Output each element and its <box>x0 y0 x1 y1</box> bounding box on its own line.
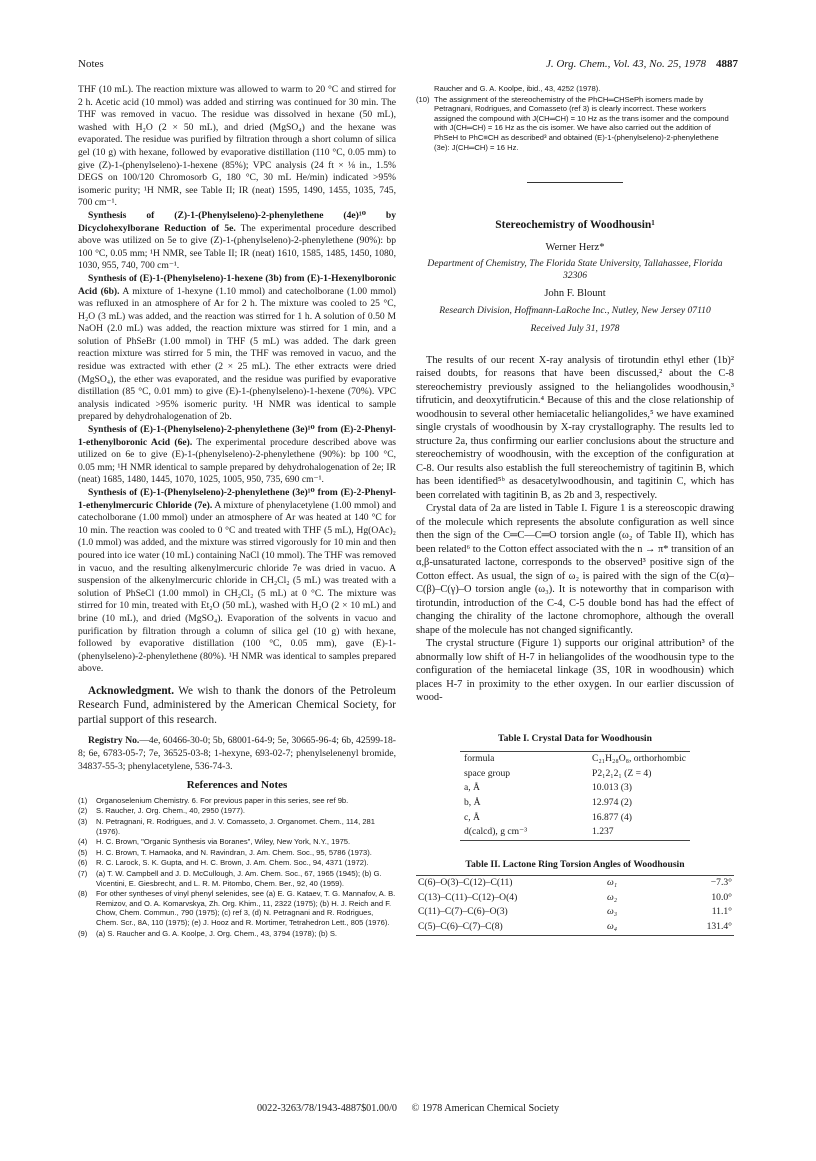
reference-number: (10) <box>416 94 430 104</box>
table-cell-symbol: ω₃ <box>606 906 618 918</box>
reference-item <box>78 889 396 927</box>
page-footer <box>0 1103 816 1114</box>
left-column <box>78 84 396 939</box>
issn-code: 0022-3263/78/1943-4887$01.00/0 <box>256 1103 398 1114</box>
registry-heading: Registry No. <box>88 735 140 747</box>
reference-item <box>78 837 396 847</box>
table-cell-symbol: ω₄ <box>606 921 618 933</box>
reference-number: (6) <box>78 858 88 868</box>
table-cell-label: a, Å <box>464 782 480 794</box>
reference-item <box>416 84 734 94</box>
table-row <box>460 767 690 782</box>
table-1-title: Table I. Crystal Data for Woodhousin <box>498 732 652 744</box>
reference-number: (8) <box>78 889 88 899</box>
references-list-continued <box>416 84 734 152</box>
table-cell-label: b, Å <box>464 796 481 808</box>
table-cell-value: P2₁2₁2₁ (Z = 4) <box>592 767 652 779</box>
reference-text: Raucher and G. A. Koolpe, ibid., 43, 4252 (1978). <box>434 84 601 93</box>
running-header <box>78 58 738 74</box>
table-row <box>416 905 734 920</box>
table-cell-symbol: ω₁ <box>606 877 618 889</box>
table-cell-value: 1.237 <box>592 826 614 838</box>
table-cell-value: C₂₁H₂₈O₈, orthorhombic <box>592 753 686 765</box>
acknowledgment-heading: Acknowledgment. <box>88 684 175 697</box>
table-row <box>460 781 690 796</box>
reference-text: (a) S. Raucher and G. A. Koolpe, J. Org. Chem., 43, 3794 (1978); (b) S. <box>96 928 338 938</box>
reference-number: (5) <box>78 847 88 857</box>
table-row <box>460 752 690 767</box>
author-affiliation: Research Division, Hoffmann-LaRoche Inc., Nutley, New Jersey 07110 <box>439 304 711 316</box>
table-cell-value: 10.013 (3) <box>592 782 632 794</box>
procedure-heading: Synthesis of (E)-1-(Phenylseleno)-1-hexene (3b) from (E)-1-Hexenylboronic Acid (6b). <box>78 272 396 297</box>
body-paragraph: The crystal structure (Figure 1) supports our original attribution³ of the abnormally low shift of H-7 in heliangolides of the woodhousin type to the configuration of the hemiacetal linkage (3S, 10R in woodhousin) which places H-7 in proximity to the ether oxygen. In our earlier discussion of wood- <box>416 638 734 704</box>
table-cell-atoms: C(11)–C(7)–C(6)–O(3) <box>418 906 508 918</box>
author-affiliation: Department of Chemistry, The Florida State University, Tallahassee, Florida 32306 <box>427 258 723 282</box>
reference-number: (3) <box>78 816 88 826</box>
table-cell-angle: 131.4° <box>706 921 732 933</box>
article-title: Stereochemistry of Woodhousin¹ <box>495 219 655 232</box>
experimental-paragraph <box>78 273 396 424</box>
reference-item <box>78 796 396 806</box>
table-cell-label: c, Å <box>464 811 480 823</box>
table-cell-label: formula <box>464 753 495 765</box>
experimental-paragraph <box>78 487 396 676</box>
right-column <box>416 84 734 936</box>
reference-text: For other syntheses of vinyl phenyl selenides, see (a) E. G. Kataev, T. G. Mannafov, A. B. Remizov, and O. A. Komarvskya, Zh. Org. Khim., 11, 2322 (1975); (b) H. J. Reich and F. Chow, Chem. Commun., 790 (1975); (c) ref 3, (d) N. Petragnani and R. Rodrigues, Chem. Scr., 8A, 110 (1975); (e) J. Hooz and R. Mortimer, Tetrahedron Lett., 805 (1976). <box>96 889 396 927</box>
table-cell-atoms: C(6)–O(3)–C(12)–C(11) <box>418 877 513 889</box>
reference-number: (1) <box>78 795 88 805</box>
reference-item <box>78 929 396 939</box>
procedure-text: The experimental procedure described above was utilized on 6e to give (E)-1-(phenylseleno)-2-phenylethene (90%): bp 100 °C, 0.05 mm; ¹H NMR identical to sample prepared by dehydrohalogenation of 2e; IR (neat) 1685, 1480, 1445, 1070, 1025, 1005, 950, 735, 690 cm⁻¹. <box>78 436 396 486</box>
torsion-angles-table <box>416 875 734 935</box>
author-name: Werner Herz* <box>545 241 605 253</box>
body-paragraph: The results of our recent X-ray analysis of tirotundin ethyl ether (1b)² raised doubts, for reasons that have been discussed,² about the C-8 stereochemistry previously assigned to the heliangolides woodhousin,³ tifruticin, and deoxytifruticin.⁴ Because of this and the close relationship of woodhousin to several other hemiacetalic heliangolides,⁵ we have examined single crystals of woodhousin by X-ray crystallography. The results led to structure 2a, thus confirming our earlier conclusions about the structure and stereochemistry of woodhousin, with the exception of the configuration at C-8. Our results also establish the full stereochemistry of tagitinin B, which has been identified⁵ᵇ as desacetylwoodhousin, and tagitinin C, which has been correlated with tagitinin B, as 2b and 3, respectively. <box>416 354 734 501</box>
procedure-heading: Synthesis of (E)-1-(Phenylseleno)-2-phenylethene (3e)¹⁰ from (E)-2-Phenyl-1-ethenylboronic Acid (6e). <box>78 424 396 448</box>
table-row <box>416 891 734 906</box>
reference-text: The assignment of the stereochemistry of the PhCH═CHSePh isomers made by Petragnani, Rodrigues, and Comasseto (ref 3) is clearly incorrect. These workers assigned the compound with J(CH═CH) = 10 Hz as the trans isomer and the compound with J(CH═CH) = 16 Hz as the cis isomer. We have also carried out the addition of PhSeH to PhC≡CH as described³ and obtained (E)-1-(phenylseleno)-2-phenylethene (3e): J(CH═CH) = 16 Hz. <box>434 94 729 152</box>
page-number: 4887 <box>716 58 738 70</box>
table-cell-value: 12.974 (2) <box>592 796 632 808</box>
table-cell-atoms: C(5)–C(6)–C(7)–C(8) <box>418 921 503 933</box>
acknowledgment-text: We wish to thank the donors of the Petroleum Research Fund, administered by the American Chemical Society, for partial support of this research. <box>78 684 396 726</box>
table-cell-label: d(calcd), g cm⁻³ <box>464 826 528 838</box>
received-date: Received July 31, 1978 <box>530 322 620 334</box>
crystal-data-table <box>460 751 690 841</box>
copyright-notice: © 1978 American Chemical Society <box>411 1103 560 1114</box>
reference-text: Organoselenium Chemistry. 6. For previous paper in this series, see ref 9b. <box>96 795 349 805</box>
reference-text: R. C. Larock, S. K. Gupta, and H. C. Brown, J. Am. Chem. Soc., 94, 4371 (1972). <box>96 858 369 868</box>
table-row <box>416 920 734 935</box>
references-list <box>78 796 396 938</box>
table-row <box>460 825 690 840</box>
table-cell-value: 16.877 (4) <box>592 811 632 823</box>
table-row <box>416 876 734 891</box>
table-cell-label: space group <box>464 767 511 779</box>
reference-number: (4) <box>78 837 88 847</box>
procedure-heading: Synthesis of (E)-1-(Phenylseleno)-2-phenylethene (3e)¹⁰ from (E)-2-Phenyl-1-ethenylmercuric Chloride (7e). <box>78 487 396 511</box>
reference-text: (a) T. W. Campbell and J. D. McCullough, J. Am. Chem. Soc., 67, 1965 (1945); (b) G. Vicentini, E. Giesbrecht, and L. R. M. Pitombo, Chem. Ber., 92, 40 (1959). <box>96 868 382 888</box>
reference-text: N. Petragnani, R. Rodrigues, and J. V. Comasseto, J. Organomet. Chem., 114, 281 (1976). <box>96 816 376 836</box>
reference-item <box>78 848 396 858</box>
reference-item <box>78 858 396 868</box>
journal-citation <box>546 58 738 70</box>
procedure-text: A mixture of 1-hexyne (1.10 mmol) and catecholborane (1.00 mmol) was refluxed in an atmosphere of Ar for 2 h. The mixture was cooled to 25 °C, H₂O (3 mL) was added, and the reaction was stirred for 1 h. A solution of 0.50 M NaOH (2.0 mL) was added, the reaction mixture was stirred for 1 min, and a solution of PhSeBr (1.00 mmol) in THF (5 mL) was added. The dark green reaction mixture was stirred for 5 min, the THF was removed in vacuo, and the residue was extracted with ether (2 × 25 mL). The ether extracts were dried (MgSO₄), the ether was evaporated, and the residue was purified by evaporative distillation (85 °C, 0.01 mm) to give (E)-1-(phenylseleno)-1-hexene (70%). VPC analysis indicated >95% isomeric purity. ¹H NMR was identical to sample prepared by dehydrohalogenation of 2b. <box>78 285 396 423</box>
registry-numbers <box>78 735 396 773</box>
table-row <box>460 796 690 811</box>
body-paragraph: Crystal data of 2a are listed in Table I. Figure 1 is a stereoscopic drawing of the molecule which represents the absolute configuration as well since then the sign of the C═C—C═O torsion angle (ω₂ of Table II), which has been related⁶ to the Cotton effect associated with the n → π* transition of an α,β-unsaturated lactone, corresponds to the observed³ positive sign of the Cotton effect. As usual, the sign of ω₂ is paired with the sign of the C(α)–C(β)–C(γ)–O torsion angle (ω₃). It is noteworthy that in comparison with tirotundin, introduction of the C-4, C-5 double bond has had the effect of changing the chirality of the lactone chromophore, although the overall shape of the molecule has not changed significantly. <box>416 503 734 636</box>
experimental-paragraph <box>78 210 396 273</box>
reference-item <box>416 95 734 153</box>
reference-number: (2) <box>78 806 88 816</box>
reference-item <box>78 817 396 836</box>
reference-text: H. C. Brown, T. Hamaoka, and N. Ravindran, J. Am. Chem. Soc., 95, 5786 (1973). <box>96 847 372 857</box>
reference-number: (7) <box>78 868 88 878</box>
procedure-text: A mixture of phenylacetylene (1.00 mmol) and catecholborane (1.00 mmol) under an atmosphere of Ar was heated at 140 °C for 10 min. The reaction was cooled to 0 °C and treated with THF (5 mL), Hg(OAc)₂ (1.0 mmol) was added, and the mixture was stirred vigorously for 10 min and then poured into ice water (10 mL) containing NaCl (10 mmol). The THF was removed in vacuo, and the resulting alkenylmercuric chloride 7e was dried in vacuo. A suspension of the alkenylmercuric chloride in CH₂Cl₂ (5 mL) was treated with a solution of PhSeCl (1.00 mmol) in CH₂Cl₂ (5 mL) at 0 °C. The mixture was stirred for 10 min, treated with Et₂O (50 mL), washed with H₂O (2 × 10 mL) and brine (10 mL), and dried (MgSO₄). Evaporation of the solvents in vacuo and purification by filtration through a column of silica gel (10 g) with hexane, followed by evaporative distillation (100 °C, 0.05 mm), gave (E)-1-(phenylseleno)-2-phenylethene (80%). ¹H NMR was identical to samples prepared above. <box>78 499 396 675</box>
reference-text: H. C. Brown, "Organic Synthesis via Boranes", Wiley, New York, N.Y., 1975. <box>96 837 351 847</box>
section-label: Notes <box>78 58 104 70</box>
section-divider <box>527 182 623 183</box>
journal-name: J. Org. Chem., Vol. 43, No. 25, 1978 <box>545 58 706 70</box>
table-cell-angle: −7.3° <box>710 877 732 889</box>
procedure-heading: Synthesis of (Z)-1-(Phenylseleno)-2-phenylethene (4e)¹⁰ by Dicyclohexylborane Reduction of 5e. <box>78 209 396 234</box>
article-body <box>416 354 734 705</box>
procedure-text: The experimental procedure described above was utilized on 5e to give (Z)-1-(phenylseleno)-2-phenylethene (90%): bp 100 °C, 0.05 mm; ¹H NMR, see Table II; IR (neat) 1610, 1585, 1485, 1450, 1080, 1030, 955, 740, 700 cm⁻¹. <box>78 222 396 272</box>
acknowledgment <box>78 684 396 728</box>
registry-text: —4e, 60466-30-0; 5b, 68001-64-9; 5e, 30665-96-4; 6b, 42599-18-8; 6e, 6783-05-7; 7e, 36525-03-8; 1-hexyne, 693-02-7; phenylselenenyl bromide, 34837-55-3; phenylacetylene, 536-74-3. <box>78 735 396 772</box>
experimental-paragraph: THF (10 mL). The reaction mixture was allowed to warm to 20 °C and stirred for 2 h. Acetic acid (10 mmol) was added and stirring was continued for 30 min. The THF was removed in vacuo. The residue was dissolved in hexane (50 mL), washed with H₂O (2 × 50 mL), and dried (MgSO₄) and the hexane was evaporated. The residue was purified by filtration through a short column of silica gel (10 g) with hexane, followed by evaporative distillation (110 °C, 0.05 mm) to give (Z)-1-(phenylseleno)-1-hexene (85%); VPC analysis (24 ft × ⅛ in., 1.5% DEGS on 100/120 Chromosorb G, 180 °C, 30 mL He/min) indicated >95% isomeric purity; ¹H NMR, see Table II; IR (neat) 1595, 1490, 1455, 1035, 745, 700 cm⁻¹. <box>78 84 396 209</box>
table-cell-angle: 10.0° <box>711 891 732 903</box>
reference-item <box>78 869 396 888</box>
experimental-paragraph <box>78 424 396 487</box>
reference-item <box>78 806 396 816</box>
table-cell-angle: 11.1° <box>711 906 732 918</box>
reference-number: (9) <box>78 928 88 938</box>
table-cell-atoms: C(13)–C(11)–C(12)–O(4) <box>418 891 518 903</box>
author-name: John F. Blount <box>544 288 606 300</box>
table-cell-symbol: ω₂ <box>606 891 618 903</box>
reference-text: S. Raucher, J. Org. Chem., 40, 2950 (1977). <box>96 806 245 816</box>
references-title: References and Notes <box>186 779 288 792</box>
table-2-title: Table II. Lactone Ring Torsion Angles of Woodhousin <box>465 858 685 870</box>
table-row <box>460 811 690 826</box>
